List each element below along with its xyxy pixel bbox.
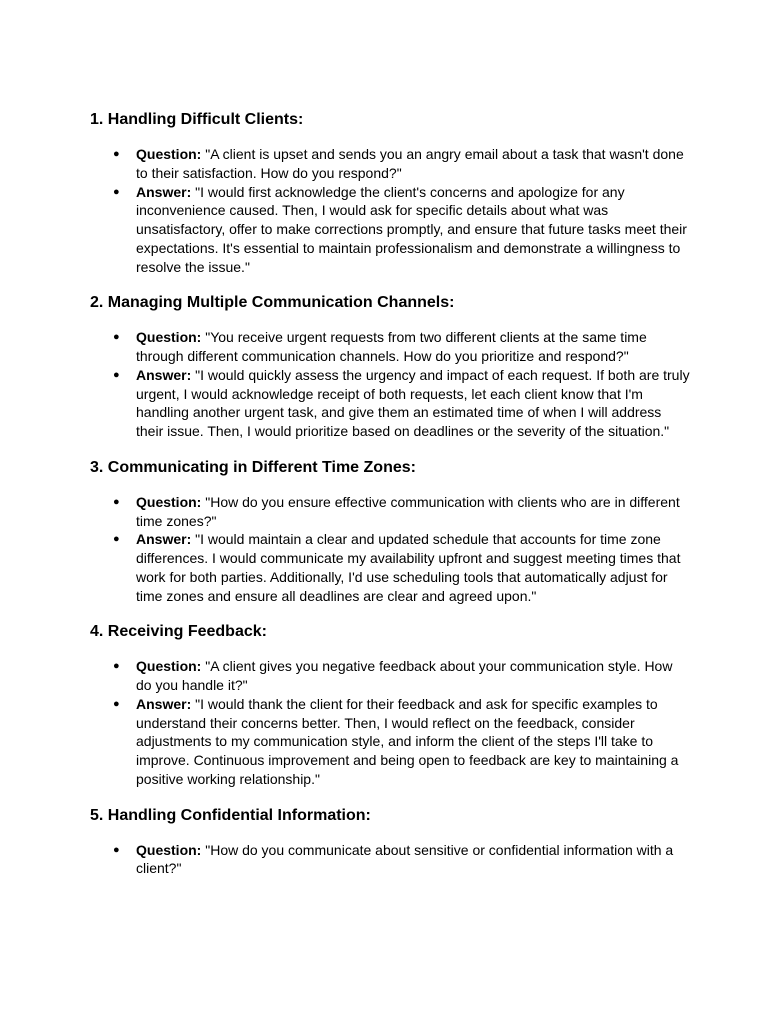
- question-label: Question:: [136, 658, 202, 675]
- bullet-icon: ●: [113, 331, 120, 344]
- section-heading: 2. Managing Multiple Communication Channels:: [90, 294, 455, 312]
- bullet-icon: ●: [113, 697, 120, 710]
- qa-list: [90, 493, 690, 606]
- bullet-icon: ●: [113, 843, 120, 856]
- question-text: "How do you ensure effective communication with clients who are in different time zones?": [136, 493, 680, 529]
- qa-list: [90, 841, 690, 879]
- bullet-icon: ●: [113, 185, 120, 198]
- question-text: "How do you communicate about sensitive or confidential information with a client?": [136, 841, 674, 877]
- answer-item: [90, 530, 690, 605]
- answer-label: Answer:: [136, 183, 192, 200]
- question-item: [90, 145, 690, 183]
- section-heading: 5. Handling Confidential Information:: [90, 806, 371, 824]
- answer-label: Answer:: [136, 366, 192, 383]
- question-text: "A client gives you negative feedback about your communication style. How do you handle it?": [136, 658, 673, 693]
- answer-text: "I would first acknowledge the client's concerns and apologize for any inconvenience caused. Then, I would ask for specific details about what was unsatisfactory, offer to make corrections promptly, and ensure that future tasks meet their expectations. It's essential to maintain professionalism and demonstrate a willingness to resolve the issue.": [136, 183, 687, 275]
- answer-item: [90, 183, 690, 277]
- bullet-icon: ●: [113, 368, 120, 381]
- section-time-zones: [90, 457, 690, 606]
- question-label: Question:: [136, 329, 202, 346]
- answer-label: Answer:: [136, 531, 192, 548]
- answer-text: "I would maintain a clear and updated schedule that accounts for time zone differences. I would communicate my availability upfront and suggest meeting times that work for both parties. Additionally, I'd use scheduling tools that automatically adjust for time zones and ensure all deadlines are clear and agreed upon.": [136, 531, 681, 604]
- section-receiving-feedback: [90, 621, 690, 788]
- question-item: [90, 493, 690, 531]
- section-handling-difficult-clients: [90, 109, 690, 276]
- question-label: Question:: [136, 841, 202, 858]
- question-item: [90, 328, 690, 366]
- document-page: [90, 109, 690, 894]
- bullet-icon: ●: [113, 495, 120, 508]
- question-label: Question:: [136, 146, 202, 162]
- question-text: "A client is upset and sends you an angry email about a task that wasn't done to their satisfaction. How do you respond?": [136, 146, 684, 181]
- bullet-icon: ●: [113, 660, 120, 673]
- bullet-icon: ●: [113, 533, 120, 546]
- section-heading: 1. Handling Difficult Clients:: [90, 111, 304, 128]
- section-heading: 4. Receiving Feedback:: [90, 623, 267, 641]
- question-label: Question:: [136, 493, 202, 510]
- answer-label: Answer:: [136, 695, 192, 712]
- question-text: "You receive urgent requests from two different clients at the same time through different communication channels. How do you prioritize and respond?": [136, 329, 647, 364]
- qa-list: [90, 657, 690, 788]
- question-item: [90, 657, 690, 695]
- section-managing-multiple-channels: [90, 292, 690, 441]
- question-item: [90, 841, 690, 879]
- qa-list: [90, 145, 690, 276]
- answer-item: [90, 366, 690, 441]
- section-confidential-information: [90, 805, 690, 879]
- bullet-icon: ●: [113, 148, 120, 160]
- answer-item: [90, 695, 690, 789]
- answer-text: "I would quickly assess the urgency and impact of each request. If both are truly urgent, I would acknowledge receipt of both requests, let each client know that I'm handling another urgent task, and give them an estimated time of when I will address their issue. Then, I would prioritize based on deadlines or the severity of the situation.": [136, 366, 690, 439]
- section-heading: 3. Communicating in Different Time Zones:: [90, 458, 416, 476]
- qa-list: [90, 328, 690, 441]
- answer-text: "I would thank the client for their feedback and ask for specific examples to understand their concerns better. Then, I would reflect on the feedback, consider adjustments to my communication style, and inform the client of the steps I'll take to improve. Continuous improvement and being open to feedback are key to maintaining a positive working relationship.": [136, 695, 679, 787]
